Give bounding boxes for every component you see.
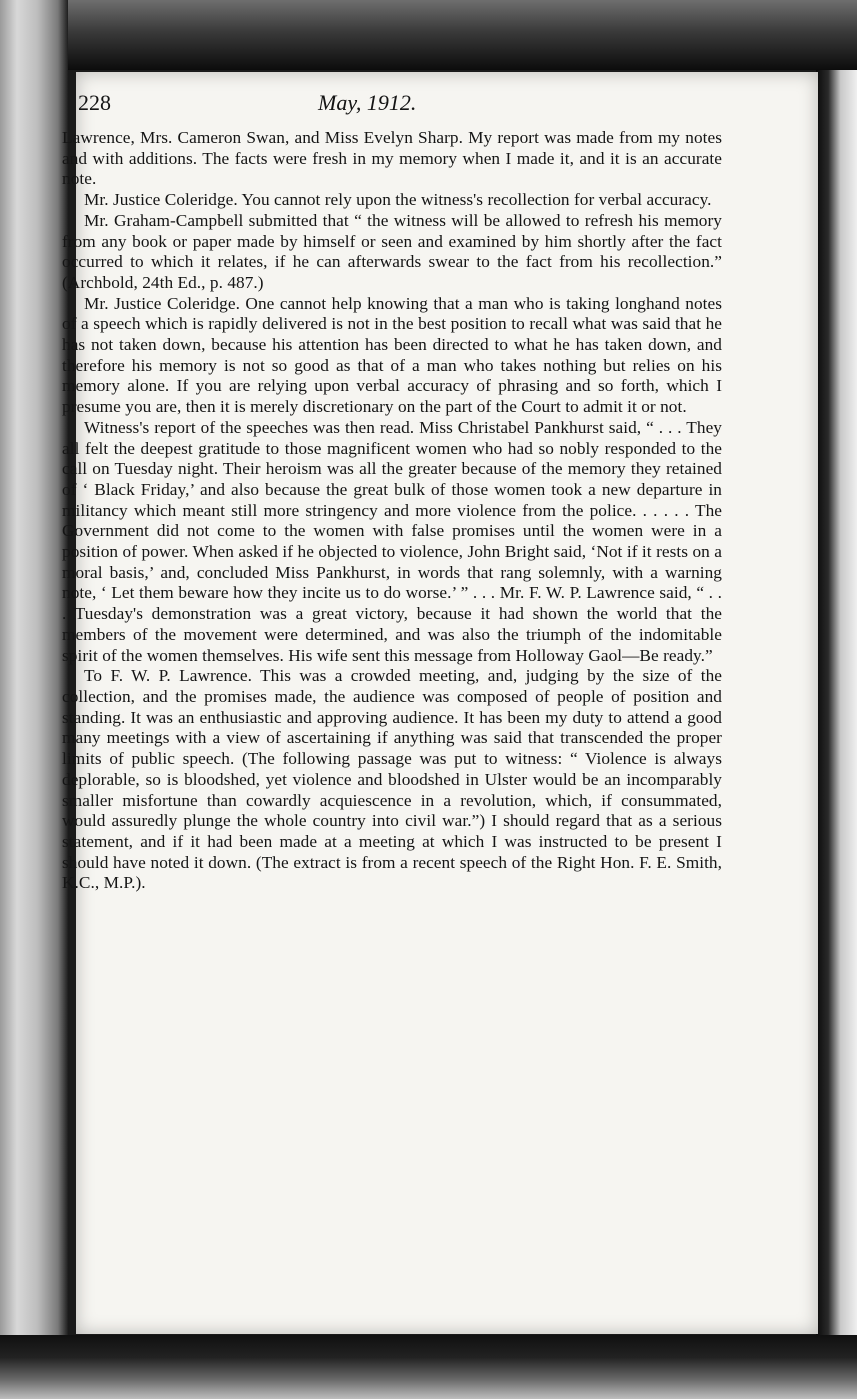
paragraph: Mr. Graham-Campbell submitted that “ the witness will be allowed to refresh his memory from any book or paper made by himself or seen and examined by him shortly after the fact occurred to which it relates, if he can afterwards swear to the fact from his recollection.” (Archbold, 24th Ed., p. 487.) bbox=[62, 210, 722, 292]
scan-right-page-edge bbox=[816, 70, 857, 1335]
paragraph: Mr. Justice Coleridge. You cannot rely upon the witness's recollection for verbal accuracy. bbox=[84, 190, 712, 210]
scan-top-shadow bbox=[0, 0, 857, 70]
body-text bbox=[62, 128, 722, 894]
paragraph: Lawrence, Mrs. Cameron Swan, and Miss Evelyn Sharp. My report was made from my notes and with additions. The facts were fresh in my memory when I made it, and it is an accurate note. bbox=[62, 128, 722, 189]
running-head: May, 1912. bbox=[318, 90, 417, 115]
paragraph: Mr. Justice Coleridge. One cannot help knowing that a man who is taking longhand notes of a speech which is rapidly delivered is not in the best position to recall what was said that he has not taken down, because his attention has been directed to what he has taken down, and therefore his memory is not so good as that of a man who takes nothing but relies on his memory alone. If you are relying upon verbal accuracy of phrasing and so forth, which I presume you are, then it is merely discretionary on the part of the Court to admit it or not. bbox=[62, 293, 722, 417]
scan-bottom-shadow bbox=[0, 1335, 857, 1399]
page-header bbox=[78, 90, 578, 124]
paragraph: To F. W. P. Lawrence. This was a crowded meeting, and, judging by the size of the collection, and the promises made, the audience was composed of people of position and standing. It was an enthusiastic and approving audience. It has been my duty to attend a good many meetings with a view of ascertaining if anything was said that transcended the proper limits of public speech. (The following passage was put to witness: “ Violence is always deplorable, so is bloodshed, yet violence and bloodshed in Ulster would be an incomparably smaller misfortune than cowardly acquiescence in a revolution, which, if consummated, would assuredly plunge the whole country into civil war.”) I should regard that as a serious statement, and if it had been made at a meeting at which I was instructed to be present I should have noted it down. (The extract is from a recent speech of the Right Hon. F. E. Smith, K.C., M.P.). bbox=[62, 666, 722, 893]
scan-left-page-edge bbox=[0, 0, 68, 1399]
paragraph: Witness's report of the speeches was then read. Miss Christabel Pankhurst said, “ . . . They all felt the deepest gratitude to those magnificent women who had so nobly responded to the call on Tuesday night. Their heroism was all the greater because of the memory they retained of ‘ Black Friday,’ and also because the great bulk of those women took a new departure in militancy which meant still more stringency and more violence from the police. . . . . . The Government did not come to the women with false promises until the women were in a position of power. When asked if he objected to violence, John Bright said, ‘Not if it rests on a moral basis,’ and, concluded Miss Pankhurst, in words that rang solemnly, with a warning note, ‘ Let them beware how they incite us to do worse.’ ” . . . Mr. F. W. P. Lawrence said, “ . . . Tuesday's demonstration was a great victory, because it had shown the world that the members of the movement were determined, and was also the triumph of the indomitable spirit of the women themselves. His wife sent this message from Holloway Gaol—Be ready.” bbox=[62, 417, 722, 665]
page-number: 228 bbox=[78, 90, 111, 115]
